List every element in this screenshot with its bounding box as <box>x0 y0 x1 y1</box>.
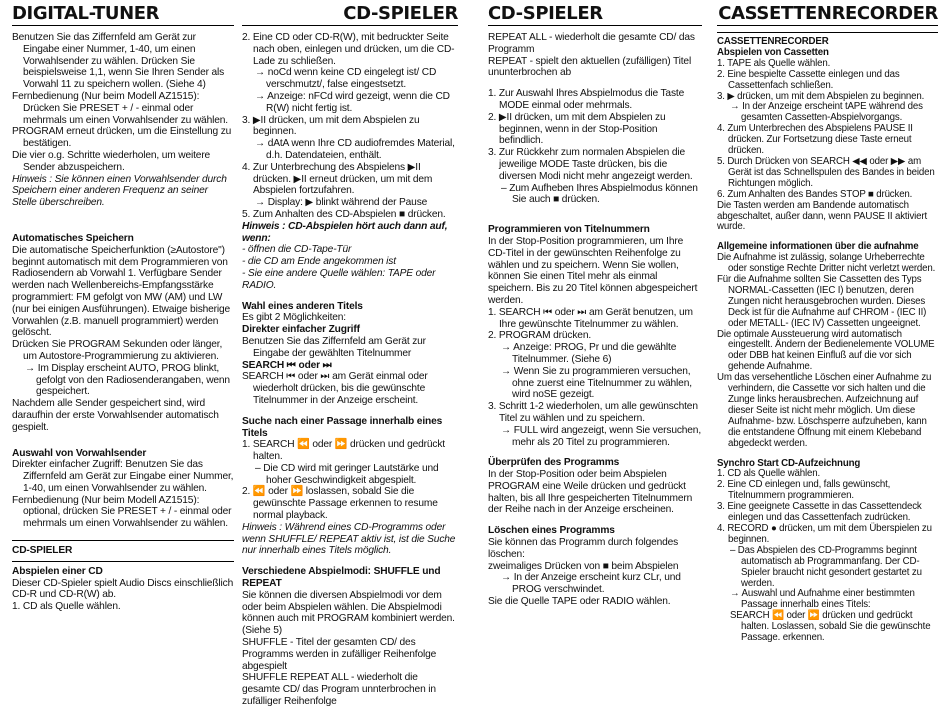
sync-record-title: Synchro Start CD-Aufzeichnung <box>717 457 861 469</box>
search-label: SEARCH ⏮ oder ⏭ <box>242 359 332 371</box>
delete-bullet-1: zweimaliges Drücken von ■ beim Abspielen <box>488 560 679 572</box>
program-step-2b: → Wenn Sie zu programmieren versuchen, ohne zuerst eine Titelnummer zu wählen, wird noSE gezeigt. <box>501 365 692 401</box>
header-cd-spieler-1: CD-SPIELER <box>242 2 458 26</box>
mode-step-3: 3. Zur Rückkehr zum normalen Abspielen die jeweilige MODE Taste drücken, bis die diversen Modi nicht mehr angezeigt werden. <box>488 147 693 182</box>
cassette-rule <box>717 32 938 33</box>
cd-step-2a: → noCd wenn keine CD eingelegt ist/ CD verschmutzt/, false eingestsetzt. <box>255 67 437 91</box>
recording-info-2: Für die Aufnahme sollten Sie Cassetten des Typs NORMAL-Cassetten (IEC I) benutzen, deren Zungen nicht herausgebrochen wurden. Dieses Deck ist für die Aufnahme auf CHROM - (IEC II) oder METALL- (IEC IV) Cassetten ungeeignet. <box>717 274 927 329</box>
column-cd-spieler-2 <box>488 0 702 667</box>
cd-step-2b: → Anzeige: nFCd wird gezeigt, wenn die CD R(W) nicht fertig ist. <box>255 90 450 114</box>
mode-shuffle: SHUFFLE - Titel der gesamten CD/ des Programms werden in zufälliger Reihenfolge abgespielt <box>242 637 437 672</box>
passage-step-1: 1. SEARCH ⏪ oder ⏩ drücken und gedrückt halten. <box>242 439 445 463</box>
recording-info-3: Die optimale Aussteuerung wird automatisch eingestellt. Ändern der Bedienelemente VOLUME oder DBB hat keinen Einfluß auf die vor sich gehende Aufnahme. <box>717 328 935 373</box>
program-step-2: 2. PROGRAM drücken. <box>488 330 592 342</box>
mode-shuffle-repeat: SHUFFLE REPEAT ALL - wiederholt die gesamte CD/ das Program unnterbrochen in zufälliger Reihenfolge <box>242 672 436 708</box>
header-digital-tuner: DIGITAL-TUNER <box>12 2 234 26</box>
program-step-3: 3. Schritt 1-2 wiederholen, um alle gewünschten Titel zu wählen und zu speichern. <box>488 401 698 424</box>
program-title: Programmieren von Titelnummern <box>488 224 650 236</box>
passage-search-title: Suche nach einer Passage innerhalb eines Titels <box>242 415 443 439</box>
recording-info-4: Um das versehentliche Löschen einer Aufnahme zu verhindern, die Cassette vor sich halten und die Zunge links herausbrechen. Aufzeichnung auf dieser Seite ist nicht mehr möglich. Um diese Aufnahme- bzw. Löschsperre aufzuheben, kann die entstandene Öffnung mit einem Klebeband abgedeckt werden. <box>717 372 932 449</box>
sync-step-4b: → Auswahl und Aufnahme einer bestimmten Passage innerhalb eines Titels: <box>730 588 915 611</box>
cassette-step-3: 3. ▶ drücken, um mit dem Abspielen zu beginnen. <box>717 90 925 102</box>
sync-step-1: 1. CD als Quelle wählen. <box>717 468 821 480</box>
cd-hint-3: - Sie eine andere Quelle wählen: TAPE oder RADIO. <box>242 267 436 291</box>
track-select-title: Wahl eines anderen Titels <box>242 300 363 312</box>
header-cd-spieler-2: CD-SPIELER <box>488 2 702 26</box>
cd-play-title: Abspielen einer CD <box>12 565 103 577</box>
cd-section-rule <box>12 561 234 562</box>
search-bullet: SEARCH ⏮ oder ⏭ am Gerät einmal oder wiederholt drücken, bis die gewünschte Titelnummer in der Anzeige erscheint. <box>242 371 428 406</box>
check-program-text: In der Stop-Position oder beim Abspielen PROGRAM eine Weile drücken und gedrückt halten, bis all Ihre gespeicherten Titelnummern der Reihe nach in der Anzeige erscheinen. <box>488 469 693 516</box>
play-modes-title: Verschiedene Abspielmodi: SHUFFLE und REPEAT <box>242 566 441 590</box>
cd-step-3a: → dAtA wenn Ihre CD audiofremdes Material, d.h. Datendateien, enthält. <box>255 138 455 161</box>
cassette-step-3a: → In der Anzeige erscheint tAPE während des gesamten Cassetten-Abspielvorgangs. <box>730 101 923 124</box>
passage-hint: Hinweis : Während eines CD-Programms oder wenn SHUFFLE/ REPEAT aktiv ist, ist die Suche nur innerhalb eines Titels möglich. <box>242 521 456 557</box>
delete-program-text: Sie können das Programm durch folgendes löschen: <box>488 537 679 560</box>
remote-preset: Fernbedienung (Nur beim Modell AZ1515): Drücken Sie PRESET + / - einmal oder mehrmals um einen Vorwahlsender zu wählen. <box>12 90 228 126</box>
sync-step-4: 4. RECORD ● drücken, um mit dem Überspielen zu beginnen. <box>717 522 932 545</box>
cassette-step-2: 2. Eine bespielte Cassette einlegen und das Cassettenfach schließen. <box>717 68 900 91</box>
preset-direct: Direkter einfacher Zugriff: Benutzen Sie das Ziffernfeld am Gerät zur Eingabe einer Nummer, 1-40, um einen Vorwahlsender zu wählen. <box>12 459 234 494</box>
cd-step-1: 1. CD als Quelle wählen. <box>12 601 121 613</box>
auto-store-bullet: Drücken Sie PROGRAM Sekunden oder länger, um Autostore-Programmierung zu aktivieren. <box>12 339 223 362</box>
program-text: In der Stop-Position programmieren, um Ihre CD-Titel in der gewünschten Reihenfolge zu wählen und zu speichern. Wenn Sie wollen, können Sie einen Titel mehr als einmal speichern. Bis zu 20 Titel können abgespeichert werden. <box>488 235 698 306</box>
mode-step-2: 2. ▶II drücken, um mit dem Abspielen zu beginnen, wenn in der Stop-Position befindlich. <box>488 111 666 147</box>
track-direct-bullet: Benutzen Sie das Ziffernfeld am Gerät zur Eingabe der gewählten Titelnummer <box>242 335 426 359</box>
mode-repeat: REPEAT - spielt den aktuellen (zufälligen) Titel ununterbrochen ab <box>488 55 692 79</box>
program-step-2a: → Anzeige: PROG, Pr und die gewählte Titelnummer. (Siehe 6) <box>501 342 677 365</box>
play-modes-text: Sie können die diversen Abspielmodi vor dem oder beim Abspielen wählen. Die Abspielmodi können auch mit PROGRAM kombiniert werden. (Siehe 5) <box>242 589 455 637</box>
delete-bullet-1a: → In der Anzeige erscheint kurz CLr, und PROG verschwindet. <box>501 572 681 596</box>
cd-hint-1: - öffnen die CD-Tape-Tür <box>242 244 352 256</box>
preset-remote: Fernbedienung (Nur beim Modell AZ1515): optional, drücken Sie PRESET + / - einmal oder mehrmals um einen Vorwahlsender zu wählen. <box>12 494 232 530</box>
column-cassette-recorder <box>717 0 938 667</box>
program-step-1: 1. SEARCH ⏮ oder ⏭ am Gerät benutzen, um Ihre gewünschte Titelnummer zu wählen. <box>488 306 693 330</box>
auto-store-title: Automatisches Speichern <box>12 232 134 244</box>
track-direct-title: Direkter einfacher Zugriff <box>242 324 360 336</box>
cd-step-4a: → Display: ▶ blinkt während der Pause <box>255 197 428 209</box>
passage-step-2: 2. ⏪ oder ⏩ loslassen, sobald Sie die gewünschte Passage erkennen to resume normal playback. <box>242 486 438 522</box>
delete-program-title: Löschen eines Programms <box>488 525 615 537</box>
step-4: PROGRAM erneut drücken, um die Einstellung zu bestätigen. <box>12 126 232 150</box>
step-3: Benutzen Sie das Ziffernfeld am Gerät zur Eingabe einer Nummer, 1-40, um einen Vorwahlsender zu wählen. Drücken Sie beispielsweise 1,1, wenn Sie Ihren Sender als Vorwahl 11 zu speichern wollen. (Siehe 4) <box>12 32 225 91</box>
auto-store-end: Nachdem alle Sender gespeichert sind, wird daraufhin der erste Vorwahlsender automatisch gespielt. <box>12 398 219 433</box>
sync-step-4a: – Das Abspielen des CD-Programms beginnt automatisch ab Programmanfang. Der CD-Spieler braucht nicht gesondert gestartet zu werden. <box>730 544 922 589</box>
cd-hint-2: - die CD am Ende angekommen ist <box>242 256 396 268</box>
cd-step-4: 4. Zur Unterbrechung des Abspielens ▶II drücken. ▶II erneut drücken, um mit dem Abspielen fortzufahren. <box>242 161 433 197</box>
recording-info-1: Die Aufnahme ist zulässig, solange Urheberrechte oder sonstige Rechte Dritter nicht verletzt werden. <box>717 252 936 275</box>
column-digital-tuner <box>12 0 234 667</box>
sync-step-2: 2. Eine CD einlegen und, falls gewünscht, Titelnummern programmieren. <box>717 479 891 502</box>
hint-overwrite: Hinweis : Sie können einen Vorwahlsender durch Speichern einer anderen Frequenz an seiner Stelle überschreiben. <box>12 173 227 209</box>
cassette-end-note: Die Tasten werden am Bandende automatisch abgeschaltet, außer dann, wenn PAUSE II aktiviert wurde. <box>717 199 928 233</box>
cassette-step-6: 6. Zum Anhalten des Bandes STOP ■ drücken. <box>717 188 913 200</box>
cd-step-3: 3. ▶II drücken, um mit dem Abspielen zu beginnen. <box>242 114 420 138</box>
recording-info-title: Allgemeine informationen über die aufnahme <box>717 241 919 253</box>
cd-section-title: CD-SPIELER <box>12 545 73 557</box>
mode-step-1: 1. Zur Auswahl Ihres Abspielmodus die Taste MODE einmal oder mehrmals. <box>488 88 685 111</box>
header-cassette-recorder: CASSETTENRECORDER <box>718 3 938 24</box>
sync-step-4c: SEARCH ⏪ oder ⏩ drücken und gedrückt halten. Loslassen, sobald Sie die gewünschte Passage. erkennen. <box>730 610 931 644</box>
delete-bullet-2: Sie die Quelle TAPE oder RADIO wählen. <box>488 596 671 608</box>
cassette-play-title: Abspielen von Cassetten <box>717 46 829 58</box>
mode-step-3a: – Zum Aufheben Ihres Abspielmodus können Sie auch ■ drücken. <box>501 182 698 206</box>
cassette-section-title: CASSETTENRECORDER <box>717 36 829 47</box>
passage-step-1a: – Die CD wird mit geringer Lautstärke und hoher Geschwindigkeit abgespielt. <box>255 462 439 486</box>
cd-step-5: 5. Zum Anhalten des CD-Abspielen ■ drücken. <box>242 208 446 220</box>
cassette-step-4: 4. Zum Unterbrechen des Abspielens PAUSE II drücken. Zur Fortsetzung diese Taste erneut drücken. <box>717 123 913 157</box>
cassette-step-5: 5. Durch Drücken von SEARCH ◀◀ oder ▶▶ am Gerät ist das Schnellspulen des Bandes in beiden Richtungen möglich. <box>717 155 935 189</box>
cassette-step-1: 1. TAPE als Quelle wählen. <box>717 57 831 69</box>
auto-store-display: → Im Display erscheint AUTO, PROG blinkt, gefolgt von den Radiosenderangaben, wenn gespeichert. <box>25 362 230 398</box>
auto-store-text: Die automatische Speicherfunktion (≥Autostore") beginnt automatisch mit dem Programmieren von Radiosendern ab Vorwahl 1. Verfügbare Sender werden nach Wellenbereichs-Empfangsstärke programmiert: FM gefolgt von MW (AM) und LW (nur bei einigen Ausführungen). Etwaige bisherige Vorwahlen (z.B. manuell programmiert) werden gelöscht. <box>12 244 231 339</box>
column-cd-spieler-1 <box>242 0 458 708</box>
preset-select-title: Auswahl von Vorwahlsender <box>12 447 147 459</box>
cd-play-text: Dieser CD-Spieler spielt Audio Discs einschließlich CD-R und CD-R(W) ab. <box>12 577 234 601</box>
sync-step-3: 3. Eine geeignete Cassette in das Cassettendeck einlegen und das Cassettenfach zudrücken. <box>717 501 922 524</box>
program-step-3a: → FULL wird angezeigt, wenn Sie versuchen, mehr als 20 Titel zu programmieren. <box>501 424 702 448</box>
cd-hint: Hinweis : CD-Abspielen hört auch dann auf, wenn: <box>242 220 448 244</box>
step-5: Die vier o.g. Schritte wiederholen, um weitere Sender abzuspeichern. <box>12 149 211 173</box>
check-program-title: Überprüfen des Programms <box>488 457 620 469</box>
mode-repeat-all: REPEAT ALL - wiederholt die gesamte CD/ das Programm <box>488 32 695 55</box>
cd-step-2: 2. Eine CD oder CD-R(W), mit bedruckter Seite nach oben, einlegen und drücken, um die CD-Lade zu schließen. <box>242 32 455 67</box>
track-select-text: Es gibt 2 Möglichkeiten: <box>242 312 346 324</box>
